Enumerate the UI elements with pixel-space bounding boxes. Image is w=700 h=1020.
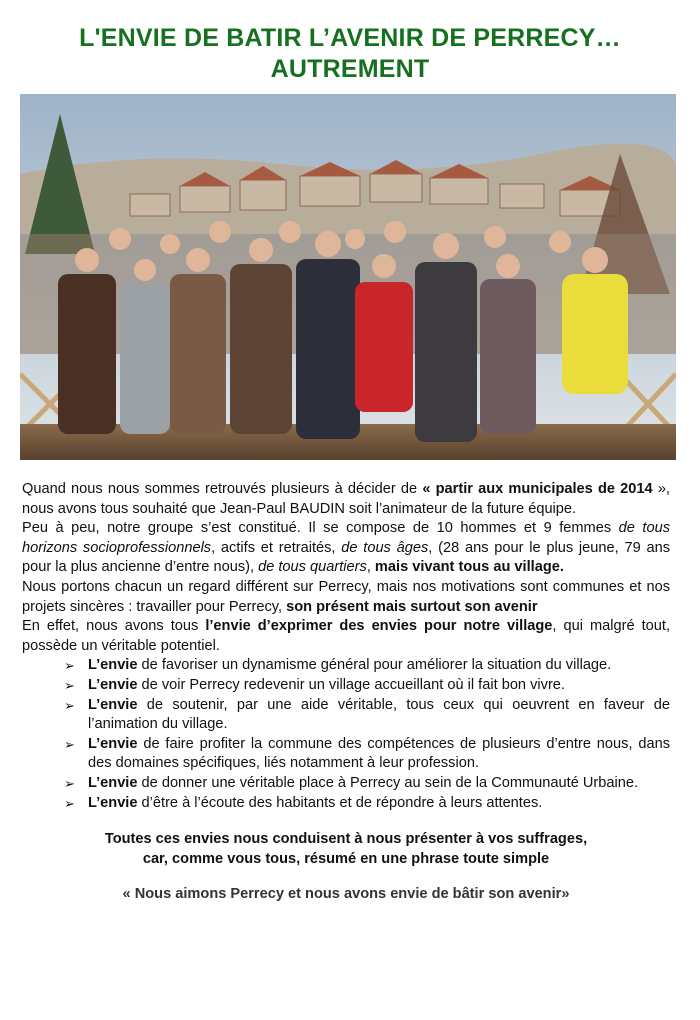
group-photo — [20, 94, 676, 460]
closing-line-1: Toutes ces envies nous conduisent à nous présenter à vos suffrages, — [104, 831, 588, 848]
text-run: Nous portons chacun un regard différent sur Perrecy, mais nos motivations sont communes et nos projets sincères : travailler pour Perrecy, — [22, 578, 670, 615]
title-line-2: AUTREMENT — [270, 54, 430, 83]
emphasis: L’envie — [88, 774, 138, 791]
emphasis: L’envie — [88, 657, 138, 674]
closing-line-2: car, comme vous tous, résumé en une phrase toute simple — [142, 851, 550, 868]
arrow-bullet-icon: ➢ — [64, 677, 75, 693]
closing-statement — [22, 829, 670, 869]
group-photo-illustration — [20, 94, 676, 460]
list-item — [64, 656, 670, 676]
arrow-bullet-icon: ➢ — [64, 697, 75, 713]
text-run: Quand nous nous sommes retrouvés plusieurs à décider de — [22, 481, 423, 497]
envies-list — [22, 656, 670, 813]
italic-run: de tous quartiers — [258, 559, 367, 576]
emphasis: L’envie — [88, 696, 138, 713]
text-run: , — [366, 559, 375, 576]
title-line-1: L'ENVIE DE BATIR L’AVENIR DE PERRECY… — [79, 23, 621, 52]
emphasis: « partir aux municipales de 2014 — [422, 481, 653, 497]
emphasis: mais vivant tous au village. — [374, 559, 564, 576]
text-run: de soutenir, par une aide véritable, tous ceux qui oeuvrent en faveur de l’animation du village. — [88, 696, 670, 733]
paragraph-intro — [22, 480, 670, 519]
list-item — [64, 696, 670, 735]
italic-run: de tous horizons socioprofessionnels — [22, 520, 671, 556]
page-title — [0, 23, 700, 85]
emphasis: L’envie — [88, 794, 138, 811]
emphasis: L’envie — [88, 676, 138, 693]
slogan: « Nous aimons Perrecy et nous avons envie de bâtir son avenir» — [122, 886, 570, 903]
text-run: , qui malgré tout, possède un véritable potentiel. — [22, 618, 671, 654]
text-run: », nous avons tous souhaité que Jean-Paul BAUDIN soit l’animateur de la future équipe. — [22, 481, 670, 517]
text-run: de faire profiter la commune des compétences de plusieurs d’entre nous, dans des domaines spécifiques, liés notamment à leur profession. — [88, 735, 670, 772]
paragraph-group — [22, 519, 670, 578]
text-run: , actifs et retraités, — [211, 539, 342, 556]
arrow-bullet-icon: ➢ — [64, 795, 75, 811]
arrow-bullet-icon: ➢ — [64, 658, 75, 674]
text-run: , (28 ans pour le plus jeune, 79 ans pour la plus ancienne d’entre nous), — [22, 539, 671, 576]
italic-run: de tous âges — [341, 539, 429, 556]
text-run: de donner une véritable place à Perrecy au sein de la Communauté Urbaine. — [137, 774, 639, 791]
text-run: En effet, nous avons tous — [22, 618, 206, 635]
text-run: Peu à peu, notre groupe s’est constitué. Il se compose de 10 hommes et 9 femmes — [22, 520, 619, 537]
arrow-bullet-icon: ➢ — [64, 775, 75, 791]
emphasis: l’envie d’exprimer des envies pour notre village — [205, 618, 553, 635]
text-run: de voir Perrecy redevenir un village accueillant où il fait bon vivre. — [137, 676, 565, 693]
emphasis: son présent mais surtout son avenir — [286, 598, 538, 615]
paragraph-motivations — [22, 578, 670, 617]
article-body — [22, 480, 670, 905]
list-item — [64, 735, 670, 774]
list-item — [64, 676, 670, 696]
list-item — [64, 794, 670, 814]
arrow-bullet-icon: ➢ — [64, 736, 75, 752]
emphasis: L’envie — [88, 735, 138, 752]
paragraph-envies — [22, 617, 670, 656]
text-run: d’être à l’écoute des habitants et de répondre à leurs attentes. — [137, 794, 543, 811]
list-item — [64, 774, 670, 794]
text-run: de favoriser un dynamisme général pour améliorer la situation du village. — [137, 657, 612, 674]
